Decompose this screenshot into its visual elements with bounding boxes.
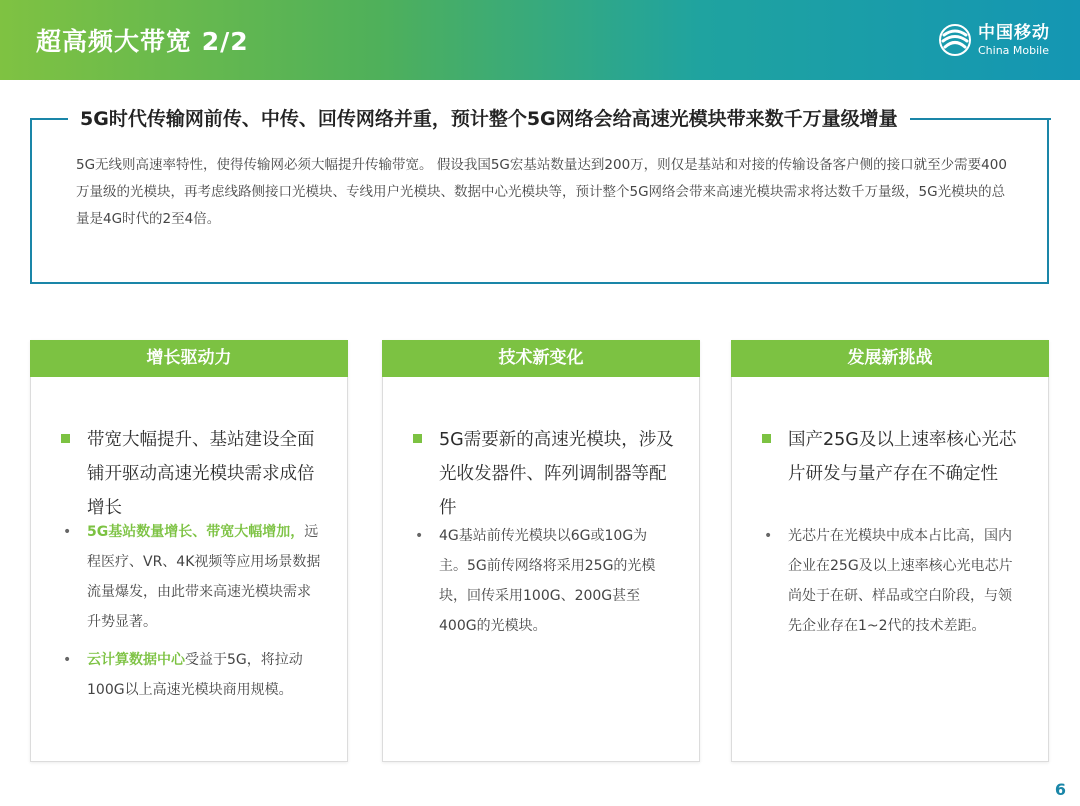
card-bullet-list (413, 521, 675, 649)
logo-english-name: China Mobile (978, 43, 1050, 57)
card-bullet-list (762, 521, 1024, 649)
card-main-point (413, 423, 675, 525)
bullet-dot-icon: • (764, 528, 773, 544)
card-main-text: 国产25G及以上速率核心光芯片研发与量产存在不确定性 (788, 430, 1017, 484)
card-new-challenges (731, 340, 1049, 762)
list-item (61, 645, 323, 705)
card-title: 发展新挑战 (731, 340, 1049, 377)
card-main-text: 带宽大幅提升、基站建设全面铺开驱动高速光模块需求成倍增长 (87, 430, 315, 518)
list-item (61, 517, 323, 637)
highlight-text: 云计算数据中心 (87, 652, 185, 668)
card-growth-drivers (30, 340, 348, 762)
logo-chinese-name: 中国移动 (978, 22, 1050, 43)
square-bullet-icon (61, 434, 70, 443)
bullet-text: 光芯片在光模块中成本占比高，国内企业在25G及以上速率核心光电芯片尚处于在研、样品或空白阶段，与领先企业存在1~2代的技术差距。 (788, 528, 1013, 634)
card-main-point (762, 423, 1024, 491)
card-tech-changes (382, 340, 700, 762)
bullet-dot-icon: • (63, 524, 72, 540)
square-bullet-icon (762, 434, 771, 443)
list-item (413, 521, 675, 641)
bullet-text: 远程医疗、VR、4K视频等应用场景数据流量爆发，由此带来高速光模块需求升势显著。 (87, 524, 321, 630)
bullet-dot-icon: • (415, 528, 424, 544)
square-bullet-icon (413, 434, 422, 443)
summary-heading: 5G时代传输网前传、中传、回传网络并重，预计整个5G网络会给高速光模块带来数千万量级增量 (68, 104, 910, 131)
china-mobile-logo-icon (938, 23, 972, 57)
china-mobile-logo (938, 20, 1050, 60)
card-title: 技术新变化 (382, 340, 700, 377)
bullet-text: 4G基站前传光模块以6G或10G为主。5G前传网络将采用25G的光模块，回传采用100G、200G甚至400G的光模块。 (439, 528, 656, 634)
card-bullet-list (61, 517, 323, 713)
header-bar (0, 0, 1080, 80)
summary-body: 5G无线则高速率特性，使得传输网必须大幅提升传输带宽。 假设我国5G宏基站数量达到200万，则仅是基站和对接的传输设备客户侧的接口就至少需要400万量级的光模块，再考虑线路侧接口光模块、专线用户光模块、数据中心光模块等，预计整个5G网络会带来高速光模块需求将达数千万量级，5G光模块的总量是4G时代的2至4倍。 (76, 157, 1007, 227)
list-item (762, 521, 1024, 641)
highlight-text: 5G基站数量增长、带宽大幅增加， (87, 524, 305, 540)
summary-border-left (30, 118, 70, 120)
bullet-dot-icon: • (63, 652, 72, 668)
page-number: 6 (1054, 780, 1066, 799)
page-title: 超高频大带宽 2/2 (36, 27, 249, 56)
card-main-point (61, 423, 323, 525)
card-main-text: 5G需要新的高速光模块，涉及光收发器件、阵列调制器等配件 (439, 430, 674, 518)
bullet-text: 受益于5G，将拉动100G以上高速光模块商用规模。 (87, 652, 303, 698)
card-title: 增长驱动力 (30, 340, 348, 377)
